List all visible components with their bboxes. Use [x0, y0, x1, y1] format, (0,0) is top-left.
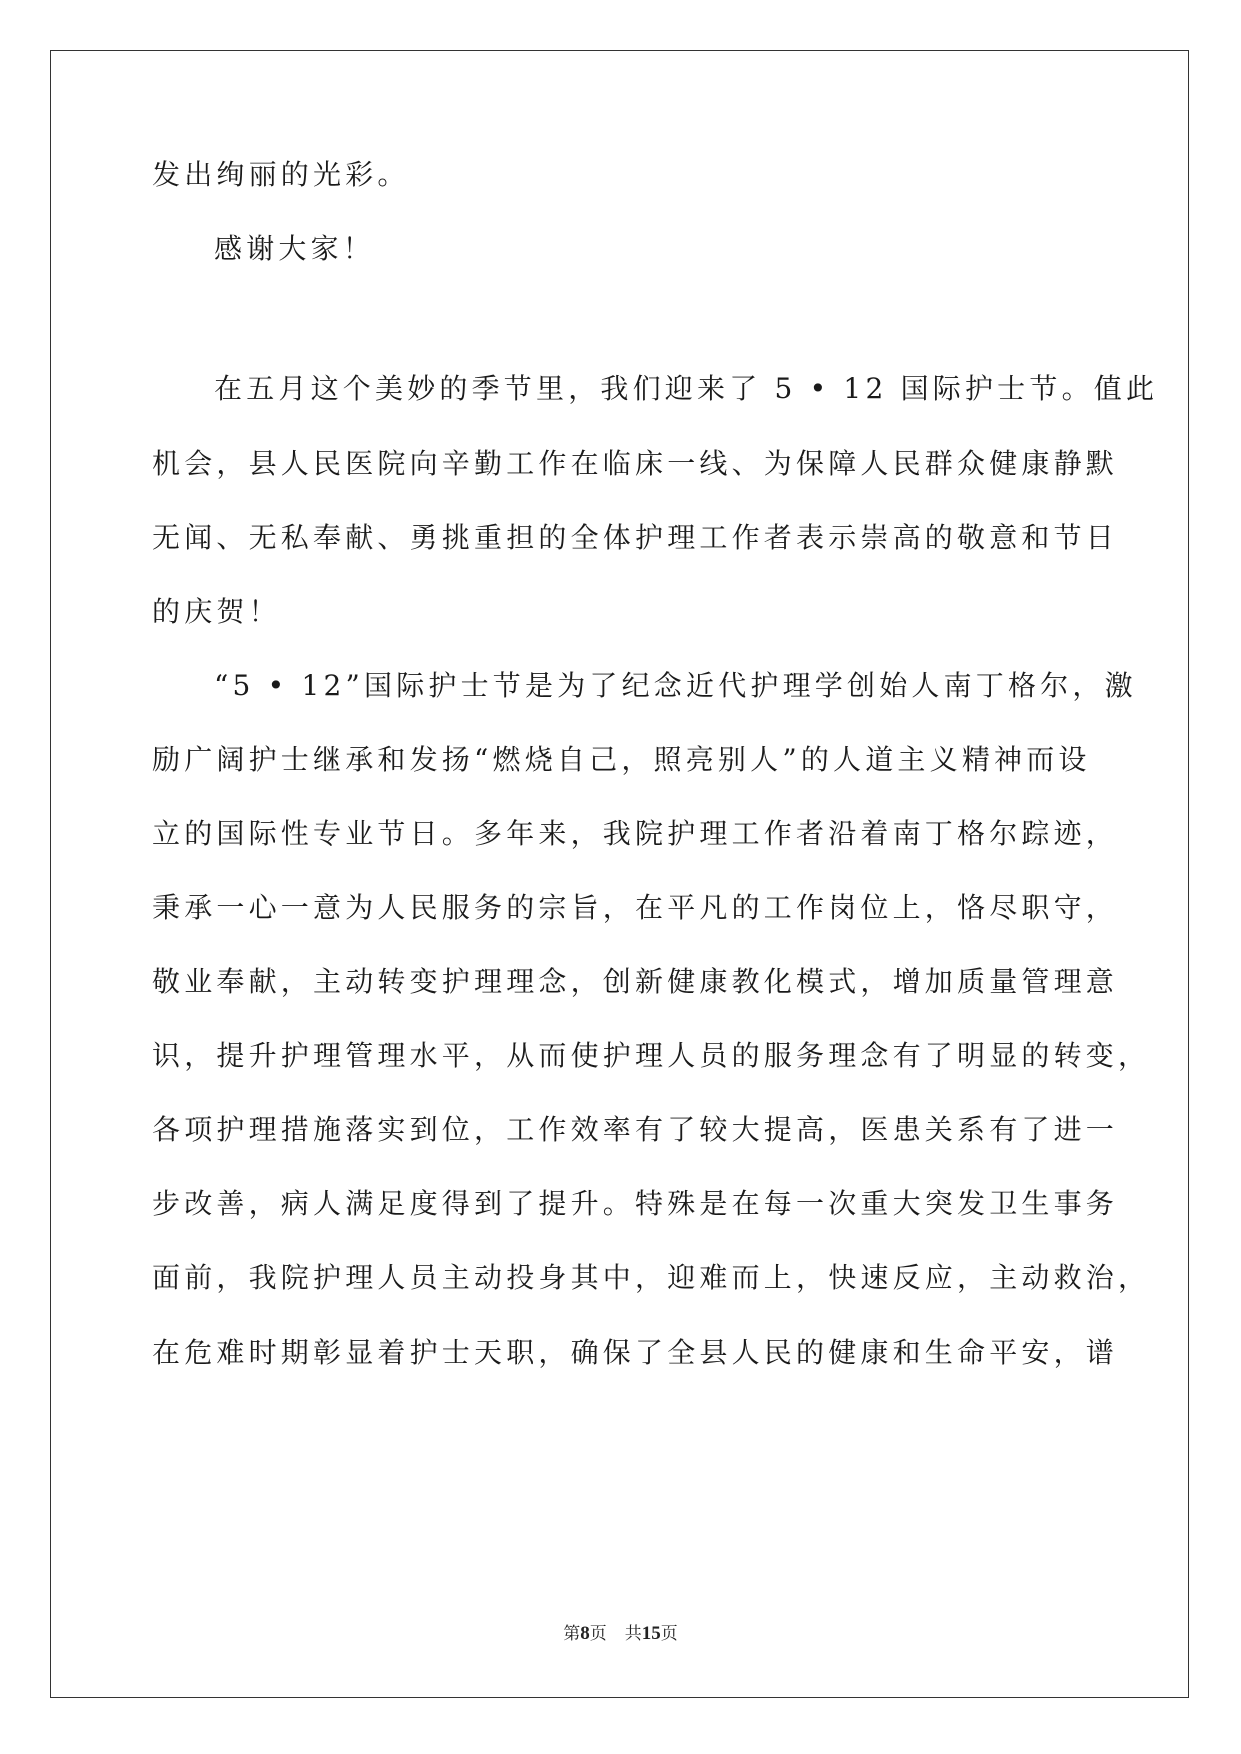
- total-suffix: 页: [660, 1624, 678, 1644]
- page-suffix: 页: [589, 1624, 607, 1644]
- paragraph-line: 面前，我院护理人员主动投身其中，迎难而上，快速反应，主动救治，: [152, 1261, 1151, 1294]
- paragraph-line: 步改善，病人满足度得到了提升。特殊是在每一次重大突发卫生事务: [152, 1187, 1119, 1220]
- page-footer: [0, 1623, 1241, 1645]
- page-number: 8: [580, 1623, 590, 1644]
- paragraph-line: 的庆贺！: [152, 595, 281, 628]
- paragraph-line: 感谢大家！: [214, 232, 376, 265]
- total-prefix: 共: [624, 1624, 642, 1644]
- paragraph-line: 秉承一心一意为人民服务的宗旨，在平凡的工作岗位上，恪尽职守，: [152, 891, 1119, 924]
- paragraph-line: 在五月这个美妙的季节里，我们迎来了 5 • 12 国际护士节。值此: [214, 372, 1159, 405]
- total-pages: 15: [641, 1623, 661, 1644]
- paragraph-line: 敬业奉献，主动转变护理理念，创新健康教化模式，增加质量管理意: [152, 965, 1119, 998]
- paragraph-line: 无闻、无私奉献、勇挑重担的全体护理工作者表示崇高的敬意和节日: [152, 521, 1119, 554]
- paragraph-line: 发出绚丽的光彩。: [152, 158, 410, 191]
- paragraph-line: 识，提升护理管理水平，从而使护理人员的服务理念有了明显的转变，: [152, 1039, 1151, 1072]
- paragraph-line: 各项护理措施落实到位，工作效率有了较大提高，医患关系有了进一: [152, 1113, 1119, 1146]
- paragraph-line: 励广阔护士继承和发扬“燃烧自己，照亮别人”的人道主义精神而设: [152, 743, 1091, 776]
- paragraph-line: 在危难时期彰显着护士天职，确保了全县人民的健康和生命平安，谱: [152, 1336, 1119, 1369]
- paragraph-line: 立的国际性专业节日。多年来，我院护理工作者沿着南丁格尔踪迹，: [152, 817, 1119, 850]
- page-prefix: 第: [563, 1624, 581, 1644]
- paragraph-line: 机会，县人民医院向辛勤工作在临床一线、为保障人民群众健康静默: [152, 447, 1119, 480]
- page-border: [50, 50, 1189, 1698]
- paragraph-line: “5 • 12”国际护士节是为了纪念近代护理学创始人南丁格尔，激: [214, 669, 1137, 702]
